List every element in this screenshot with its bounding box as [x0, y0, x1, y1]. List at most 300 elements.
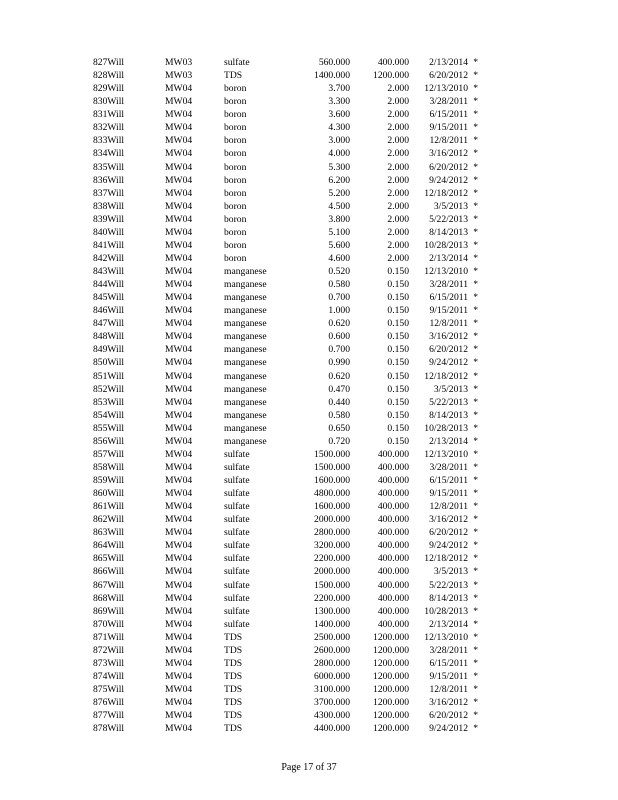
result-value: 4.500 — [328, 200, 350, 212]
exceedance-flag: * — [473, 684, 478, 695]
well-id: MW04 — [165, 553, 193, 565]
parameter: sulfate — [224, 592, 250, 604]
result-value: 0.520 — [328, 266, 350, 277]
table-row — [93, 500, 478, 513]
parameter: manganese — [224, 318, 267, 330]
result-value: 1300.000 — [314, 605, 350, 617]
standard-limit: 400.000 — [377, 461, 409, 473]
sample-date: 12/13/2010 — [424, 266, 468, 277]
well-id: MW04 — [165, 161, 193, 173]
row-id: 844Will — [93, 279, 125, 291]
exceedance-flag: * — [473, 122, 478, 134]
result-value: 3100.000 — [314, 684, 350, 695]
table-row — [93, 278, 478, 291]
parameter: boron — [224, 187, 247, 199]
parameter: TDS — [224, 631, 243, 643]
sample-date: 9/24/2012 — [429, 723, 468, 735]
sample-date: 3/5/2013 — [433, 200, 468, 212]
table-row — [93, 696, 478, 709]
well-id: MW04 — [165, 644, 193, 656]
table-row — [93, 487, 478, 500]
result-value: 1500.000 — [314, 579, 350, 591]
parameter: boron — [224, 252, 247, 264]
standard-limit: 400.000 — [377, 57, 409, 68]
table-row — [93, 670, 478, 683]
exceedance-flag: * — [473, 148, 478, 160]
table-row — [93, 644, 478, 657]
row-id: 831Will — [93, 109, 125, 121]
parameter: sulfate — [224, 57, 250, 68]
parameter: manganese — [224, 396, 267, 408]
row-id: 830Will — [93, 96, 125, 108]
result-value: 2600.000 — [314, 644, 350, 656]
exceedance-flag: * — [473, 566, 478, 578]
table-row — [93, 187, 478, 200]
table-row — [93, 134, 478, 147]
parameter: manganese — [224, 344, 267, 356]
sample-date: 12/13/2010 — [424, 83, 468, 95]
table-row — [93, 343, 478, 356]
exceedance-flag: * — [473, 370, 478, 382]
standard-limit: 0.150 — [387, 279, 409, 291]
result-value: 3.600 — [328, 109, 350, 121]
well-id: MW04 — [165, 488, 193, 500]
standard-limit: 1200.000 — [373, 723, 409, 735]
result-value: 3.000 — [328, 135, 350, 147]
exceedance-flag: * — [473, 592, 478, 604]
table-row — [93, 435, 478, 448]
table-row — [93, 304, 478, 317]
standard-limit: 1200.000 — [373, 631, 409, 643]
well-id: MW04 — [165, 122, 193, 134]
well-id: MW04 — [165, 710, 193, 722]
standard-limit: 0.150 — [387, 383, 409, 395]
sample-date: 2/13/2014 — [429, 252, 468, 264]
parameter: TDS — [224, 684, 243, 695]
result-value: 3.800 — [328, 213, 350, 225]
table-row — [93, 722, 478, 735]
standard-limit: 2.000 — [387, 109, 409, 121]
parameter: TDS — [224, 697, 243, 709]
standard-limit: 400.000 — [377, 605, 409, 617]
result-value: 2200.000 — [314, 553, 350, 565]
row-id: 874Will — [93, 670, 125, 682]
result-value: 1.000 — [328, 305, 350, 317]
sample-date: 6/20/2012 — [429, 70, 468, 82]
exceedance-flag: * — [473, 579, 478, 591]
sample-date: 3/16/2012 — [429, 331, 468, 343]
well-id: MW04 — [165, 83, 193, 95]
well-id: MW04 — [165, 292, 193, 304]
row-id: 853Will — [93, 396, 125, 408]
sample-date: 5/22/2013 — [429, 396, 468, 408]
parameter: sulfate — [224, 618, 250, 630]
result-value: 3.700 — [328, 83, 350, 95]
row-id: 857Will — [93, 448, 125, 460]
sample-date: 5/22/2013 — [429, 579, 468, 591]
well-id: MW04 — [165, 344, 193, 356]
result-value: 3700.000 — [314, 697, 350, 709]
row-id: 870Will — [93, 618, 125, 630]
well-id: MW04 — [165, 239, 193, 251]
standard-limit: 400.000 — [377, 540, 409, 552]
sample-date: 12/13/2010 — [424, 631, 468, 643]
row-id: 850Will — [93, 357, 125, 369]
row-id: 867Will — [93, 579, 125, 591]
sample-date: 3/16/2012 — [429, 697, 468, 709]
sample-date: 10/28/2013 — [424, 605, 468, 617]
standard-limit: 2.000 — [387, 252, 409, 264]
standard-limit: 1200.000 — [373, 644, 409, 656]
well-id: MW04 — [165, 370, 193, 382]
parameter: manganese — [224, 409, 267, 421]
sample-date: 10/28/2013 — [424, 239, 468, 251]
standard-limit: 400.000 — [377, 527, 409, 539]
exceedance-flag: * — [473, 83, 478, 95]
sample-date: 9/24/2012 — [429, 357, 468, 369]
table-row — [93, 317, 478, 330]
exceedance-flag: * — [473, 252, 478, 264]
result-value: 5.300 — [328, 161, 350, 173]
sample-date: 9/15/2011 — [429, 122, 468, 134]
exceedance-flag: * — [473, 553, 478, 565]
standard-limit: 2.000 — [387, 239, 409, 251]
sample-date: 3/16/2012 — [429, 148, 468, 160]
parameter: TDS — [224, 70, 243, 82]
row-id: 834Will — [93, 148, 125, 160]
sample-date: 6/15/2011 — [429, 109, 468, 121]
row-id: 843Will — [93, 266, 125, 277]
result-value: 0.700 — [328, 344, 350, 356]
table-row — [93, 213, 478, 226]
row-id: 842Will — [93, 252, 125, 264]
result-value: 0.620 — [328, 318, 350, 330]
row-id: 858Will — [93, 461, 125, 473]
standard-limit: 400.000 — [377, 514, 409, 526]
sample-date: 6/15/2011 — [429, 475, 468, 486]
table-row — [93, 448, 478, 461]
parameter: sulfate — [224, 579, 250, 591]
well-id: MW04 — [165, 357, 193, 369]
well-id: MW04 — [165, 383, 193, 395]
row-id: 835Will — [93, 161, 125, 173]
well-id: MW04 — [165, 657, 193, 669]
parameter: TDS — [224, 710, 243, 722]
exceedance-flag: * — [473, 357, 478, 369]
well-id: MW04 — [165, 605, 193, 617]
parameter: boron — [224, 174, 247, 186]
result-value: 5.100 — [328, 226, 350, 238]
parameter: sulfate — [224, 605, 250, 617]
sample-date: 12/18/2012 — [424, 187, 468, 199]
row-id: 836Will — [93, 174, 125, 186]
exceedance-flag: * — [473, 213, 478, 225]
standard-limit: 2.000 — [387, 174, 409, 186]
table-row — [93, 526, 478, 539]
sample-date: 2/13/2014 — [429, 435, 468, 447]
well-id: MW04 — [165, 684, 193, 695]
standard-limit: 1200.000 — [373, 710, 409, 722]
parameter: boron — [224, 200, 247, 212]
parameter: sulfate — [224, 514, 250, 526]
row-id: 877Will — [93, 710, 125, 722]
sample-date: 9/24/2012 — [429, 540, 468, 552]
parameter: TDS — [224, 670, 243, 682]
parameter: boron — [224, 135, 247, 147]
result-value: 4300.000 — [314, 710, 350, 722]
result-value: 0.440 — [328, 396, 350, 408]
table-row — [93, 605, 478, 618]
exceedance-flag: * — [473, 161, 478, 173]
standard-limit: 400.000 — [377, 566, 409, 578]
data-table — [93, 56, 478, 735]
well-id: MW04 — [165, 331, 193, 343]
well-id: MW04 — [165, 396, 193, 408]
well-id: MW04 — [165, 631, 193, 643]
result-value: 5.200 — [328, 187, 350, 199]
parameter: TDS — [224, 657, 243, 669]
well-id: MW04 — [165, 514, 193, 526]
result-value: 1600.000 — [314, 501, 350, 513]
parameter: sulfate — [224, 475, 250, 486]
parameter: manganese — [224, 305, 267, 317]
sample-date: 6/15/2011 — [429, 292, 468, 304]
well-id: MW04 — [165, 252, 193, 264]
well-id: MW04 — [165, 592, 193, 604]
well-id: MW04 — [165, 200, 193, 212]
row-id: 846Will — [93, 305, 125, 317]
standard-limit: 0.150 — [387, 266, 409, 277]
sample-date: 9/15/2011 — [429, 488, 468, 500]
exceedance-flag: * — [473, 305, 478, 317]
exceedance-flag: * — [473, 109, 478, 121]
exceedance-flag: * — [473, 239, 478, 251]
exceedance-flag: * — [473, 292, 478, 304]
result-value: 0.700 — [328, 292, 350, 304]
exceedance-flag: * — [473, 96, 478, 108]
table-row — [93, 330, 478, 343]
row-id: 859Will — [93, 475, 125, 486]
parameter: sulfate — [224, 527, 250, 539]
table-row — [93, 108, 478, 121]
exceedance-flag: * — [473, 279, 478, 291]
result-value: 1500.000 — [314, 461, 350, 473]
exceedance-flag: * — [473, 670, 478, 682]
result-value: 2000.000 — [314, 566, 350, 578]
table-row — [93, 631, 478, 644]
result-value: 1400.000 — [314, 618, 350, 630]
well-id: MW04 — [165, 670, 193, 682]
sample-date: 8/14/2013 — [429, 592, 468, 604]
row-id: 838Will — [93, 200, 125, 212]
parameter: manganese — [224, 266, 267, 277]
exceedance-flag: * — [473, 461, 478, 473]
standard-limit: 400.000 — [377, 579, 409, 591]
row-id: 841Will — [93, 239, 125, 251]
sample-date: 9/24/2012 — [429, 174, 468, 186]
row-id: 862Will — [93, 514, 125, 526]
result-value: 1500.000 — [314, 448, 350, 460]
sample-date: 12/18/2012 — [424, 370, 468, 382]
table-row — [93, 579, 478, 592]
standard-limit: 1200.000 — [373, 684, 409, 695]
parameter: TDS — [224, 723, 243, 735]
standard-limit: 0.150 — [387, 435, 409, 447]
sample-date: 10/28/2013 — [424, 422, 468, 434]
parameter: manganese — [224, 422, 267, 434]
result-value: 4.300 — [328, 122, 350, 134]
table-row — [93, 539, 478, 552]
parameter: sulfate — [224, 540, 250, 552]
well-id: MW04 — [165, 109, 193, 121]
sample-date: 8/14/2013 — [429, 226, 468, 238]
well-id: MW04 — [165, 422, 193, 434]
result-value: 2200.000 — [314, 592, 350, 604]
result-value: 6000.000 — [314, 670, 350, 682]
standard-limit: 0.150 — [387, 331, 409, 343]
parameter: manganese — [224, 435, 267, 447]
row-id: 875Will — [93, 684, 125, 695]
table-row — [93, 95, 478, 108]
exceedance-flag: * — [473, 448, 478, 460]
row-id: 869Will — [93, 605, 125, 617]
well-id: MW04 — [165, 187, 193, 199]
standard-limit: 0.150 — [387, 370, 409, 382]
table-row — [93, 474, 478, 487]
table-row — [93, 69, 478, 82]
table-row — [93, 565, 478, 578]
parameter: manganese — [224, 292, 267, 304]
sample-date: 3/5/2013 — [433, 566, 468, 578]
row-id: 840Will — [93, 226, 125, 238]
parameter: boron — [224, 83, 247, 95]
parameter: boron — [224, 148, 247, 160]
table-row — [93, 161, 478, 174]
standard-limit: 0.150 — [387, 292, 409, 304]
well-id: MW04 — [165, 174, 193, 186]
standard-limit: 0.150 — [387, 396, 409, 408]
standard-limit: 2.000 — [387, 83, 409, 95]
well-id: MW04 — [165, 213, 193, 225]
exceedance-flag: * — [473, 605, 478, 617]
result-value: 1400.000 — [314, 70, 350, 82]
result-value: 3.300 — [328, 96, 350, 108]
row-id: 871Will — [93, 631, 125, 643]
table-row — [93, 174, 478, 187]
exceedance-flag: * — [473, 187, 478, 199]
parameter: manganese — [224, 370, 267, 382]
standard-limit: 2.000 — [387, 161, 409, 173]
sample-date: 6/20/2012 — [429, 344, 468, 356]
row-id: 863Will — [93, 527, 125, 539]
sample-date: 6/20/2012 — [429, 710, 468, 722]
table-row — [93, 396, 478, 409]
sample-date: 12/8/2011 — [429, 135, 468, 147]
parameter: boron — [224, 226, 247, 238]
row-id: 837Will — [93, 187, 125, 199]
sample-date: 3/28/2011 — [429, 644, 468, 656]
sample-date: 9/15/2011 — [429, 305, 468, 317]
page-number: Page 17 of 37 — [281, 762, 337, 773]
standard-limit: 0.150 — [387, 409, 409, 421]
standard-limit: 1200.000 — [373, 657, 409, 669]
exceedance-flag: * — [473, 226, 478, 238]
well-id: MW04 — [165, 501, 193, 513]
exceedance-flag: * — [473, 266, 478, 277]
sample-date: 5/22/2013 — [429, 213, 468, 225]
parameter: manganese — [224, 279, 267, 291]
standard-limit: 1200.000 — [373, 70, 409, 82]
sample-date: 12/18/2012 — [424, 553, 468, 565]
sample-date: 3/16/2012 — [429, 514, 468, 526]
well-id: MW04 — [165, 279, 193, 291]
exceedance-flag: * — [473, 331, 478, 343]
sample-date: 12/8/2011 — [429, 501, 468, 513]
parameter: TDS — [224, 644, 243, 656]
table-row — [93, 265, 478, 278]
exceedance-flag: * — [473, 710, 478, 722]
row-id: 854Will — [93, 409, 125, 421]
sample-date: 9/15/2011 — [429, 670, 468, 682]
parameter: sulfate — [224, 566, 250, 578]
standard-limit: 400.000 — [377, 488, 409, 500]
sample-date: 3/28/2011 — [429, 461, 468, 473]
well-id: MW04 — [165, 96, 193, 108]
result-value: 560.000 — [318, 57, 350, 68]
sample-date: 12/13/2010 — [424, 448, 468, 460]
row-id: 828Will — [93, 70, 125, 82]
row-id: 872Will — [93, 644, 125, 656]
parameter: manganese — [224, 383, 267, 395]
row-id: 866Will — [93, 566, 125, 578]
well-id: MW04 — [165, 579, 193, 591]
row-id: 861Will — [93, 501, 125, 513]
table-row — [93, 200, 478, 213]
exceedance-flag: * — [473, 70, 478, 82]
result-value: 5.600 — [328, 239, 350, 251]
sample-date: 3/28/2011 — [429, 279, 468, 291]
parameter: boron — [224, 161, 247, 173]
exceedance-flag: * — [473, 540, 478, 552]
well-id: MW04 — [165, 461, 193, 473]
standard-limit: 400.000 — [377, 475, 409, 486]
table-row — [93, 252, 478, 265]
table-row — [93, 709, 478, 722]
standard-limit: 1200.000 — [373, 697, 409, 709]
parameter: sulfate — [224, 553, 250, 565]
row-id: 860Will — [93, 488, 125, 500]
table-row — [93, 356, 478, 369]
table-row — [93, 683, 478, 696]
exceedance-flag: * — [473, 475, 478, 486]
row-id: 832Will — [93, 122, 125, 134]
row-id: 845Will — [93, 292, 125, 304]
row-id: 865Will — [93, 553, 125, 565]
table-row — [93, 121, 478, 134]
row-id: 878Will — [93, 723, 125, 735]
result-value: 3200.000 — [314, 540, 350, 552]
table-row — [93, 56, 478, 69]
result-value: 2800.000 — [314, 657, 350, 669]
table-row — [93, 226, 478, 239]
standard-limit: 400.000 — [377, 501, 409, 513]
table-row — [93, 383, 478, 396]
row-id: 847Will — [93, 318, 125, 330]
table-row — [93, 409, 478, 422]
result-value: 0.580 — [328, 409, 350, 421]
row-id: 876Will — [93, 697, 125, 709]
well-id: MW04 — [165, 697, 193, 709]
